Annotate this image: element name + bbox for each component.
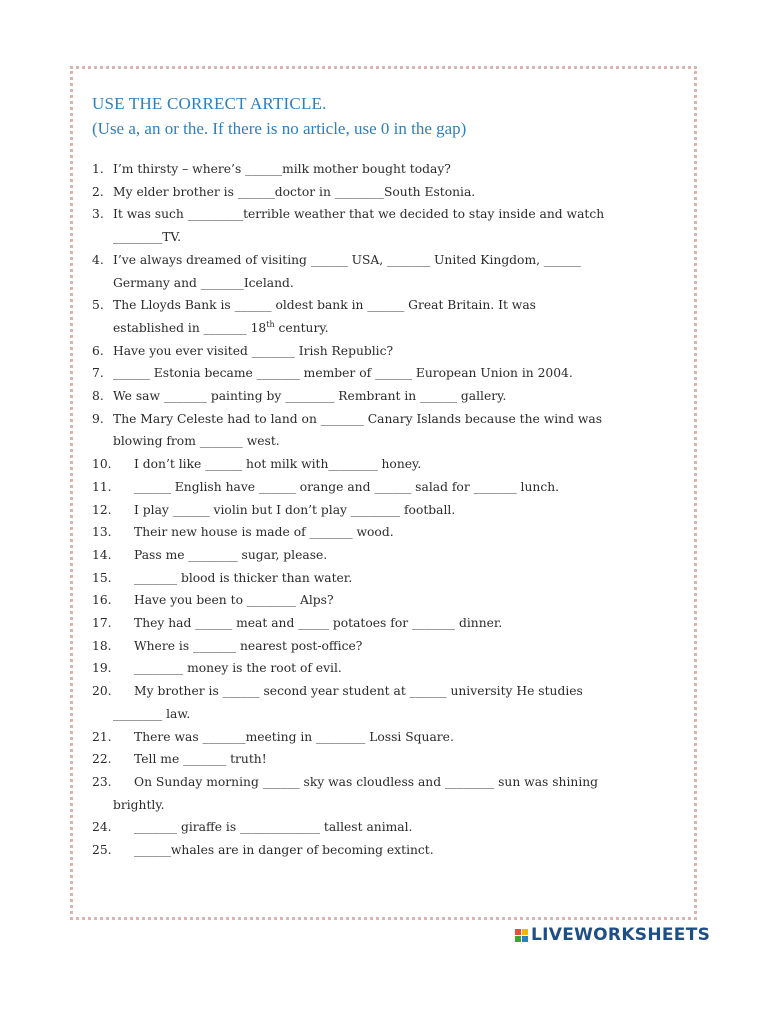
- question-8: [92, 385, 668, 408]
- question-number: 23.: [92, 774, 112, 789]
- question-number: 20.: [92, 684, 112, 699]
- question-text: ______ English have ______ orange and ______ salad for _______ lunch.: [134, 479, 560, 494]
- question-text: Have you been to ________ Alps?: [134, 593, 334, 608]
- question-14: [92, 544, 668, 567]
- question-text: I play ______ violin but I don’t play ________ football.: [134, 502, 456, 517]
- liveworksheets-logo-text: LIVEWORKSHEETS: [531, 925, 711, 945]
- question-text-line1: The Lloyds Bank is ______ oldest bank in ______ Great Britain. It was: [113, 298, 536, 313]
- liveworksheets-logo[interactable]: [515, 925, 710, 945]
- question-number: 15.: [92, 570, 112, 585]
- question-number: 9.: [92, 411, 104, 426]
- question-18: [92, 635, 668, 658]
- question-number: 2.: [92, 184, 104, 199]
- question-number: 21.: [92, 729, 112, 744]
- question-number: 14.: [92, 547, 112, 562]
- question-22: [92, 748, 668, 771]
- question-text-line2: ________TV.: [113, 230, 182, 245]
- question-text: Tell me _______ truth!: [134, 752, 267, 767]
- question-text: We saw _______ painting by ________ Rembrant in ______ gallery.: [113, 389, 507, 404]
- question-text: They had ______ meat and _____ potatoes for _______ dinner.: [134, 616, 503, 631]
- question-number: 12.: [92, 502, 112, 517]
- question-number: 6.: [92, 343, 104, 358]
- question-text-line1: My brother is ______ second year student at ______ university He studies: [134, 684, 583, 699]
- question-number: 25.: [92, 843, 112, 858]
- question-6: [92, 340, 668, 363]
- question-text-line2: brightly.: [113, 797, 165, 812]
- question-25: [92, 839, 668, 862]
- question-number: 24.: [92, 820, 112, 835]
- question-text-line1: I’ve always dreamed of visiting ______ USA, _______ United Kingdom, ______: [113, 252, 581, 267]
- question-15: [92, 567, 668, 590]
- question-number: 1.: [92, 162, 104, 176]
- question-text-line1: On Sunday morning ______ sky was cloudless and ________ sun was shining: [134, 774, 599, 789]
- question-number: 13.: [92, 525, 112, 540]
- question-13: [92, 521, 668, 544]
- question-10: [92, 453, 668, 476]
- question-number: 18.: [92, 638, 112, 653]
- ordinal-suffix: th: [266, 319, 275, 329]
- question-number: 4.: [92, 252, 104, 267]
- liveworksheets-logo-icon: [515, 929, 528, 942]
- question-20: [92, 680, 668, 725]
- worksheet-instructions: (Use a, an or the. If there is no article, use 0 in the gap): [92, 119, 467, 138]
- question-text-line2: ________ law.: [113, 706, 191, 721]
- question-21: [92, 726, 668, 749]
- question-11: [92, 476, 668, 499]
- question-number: 11.: [92, 479, 112, 494]
- question-text-line2: [113, 317, 668, 340]
- question-number: 8.: [92, 389, 104, 404]
- question-3: [92, 203, 668, 248]
- question-text: I’m thirsty – where’s ______milk mother bought today?: [113, 162, 451, 176]
- question-2: [92, 181, 668, 204]
- question-4: [92, 249, 668, 294]
- worksheet-title: USE THE CORRECT ARTICLE.: [92, 94, 327, 113]
- question-text-line1: It was such _________terrible weather that we decided to stay inside and watch: [113, 207, 605, 222]
- question-list: [92, 158, 668, 862]
- question-19: [92, 657, 668, 680]
- question-number: 5.: [92, 298, 104, 313]
- question-text: ________ money is the root of evil.: [134, 661, 342, 676]
- question-17: [92, 612, 668, 635]
- question-23: [92, 771, 668, 816]
- question-text-line2: blowing from _______ west.: [113, 434, 280, 449]
- question-24: [92, 816, 668, 839]
- question-9: [92, 408, 668, 453]
- question-text-part: century.: [274, 320, 329, 335]
- question-text: Have you ever visited _______ Irish Republic?: [113, 343, 394, 358]
- question-text: There was _______meeting in ________ Lossi Square.: [134, 729, 454, 744]
- question-text: Their new house is made of _______ wood.: [134, 525, 394, 540]
- question-number: 19.: [92, 661, 112, 676]
- question-text-line2: Germany and _______Iceland.: [113, 275, 294, 290]
- question-text: I don’t like ______ hot milk with________ honey.: [134, 457, 422, 472]
- question-text-line1: The Mary Celeste had to land on _______ Canary Islands because the wind was: [113, 411, 603, 426]
- question-text-part: established in _______ 18: [113, 320, 267, 335]
- question-text: Where is _______ nearest post-office?: [134, 638, 363, 653]
- question-5: [92, 294, 668, 339]
- question-7: [92, 362, 668, 385]
- question-number: 7.: [92, 366, 104, 381]
- question-text: ______ Estonia became _______ member of ______ European Union in 2004.: [113, 366, 573, 381]
- question-12: [92, 499, 668, 522]
- question-number: 3.: [92, 207, 104, 222]
- question-text: My elder brother is ______doctor in ________South Estonia.: [113, 184, 476, 199]
- question-number: 10.: [92, 457, 112, 472]
- question-text: Pass me ________ sugar, please.: [134, 547, 328, 562]
- question-1: [92, 158, 668, 181]
- question-number: 16.: [92, 593, 112, 608]
- question-text: _______ giraffe is _____________ tallest animal.: [134, 820, 413, 835]
- question-number: 22.: [92, 752, 112, 767]
- question-text: ______whales are in danger of becoming extinct.: [134, 843, 434, 858]
- question-text: _______ blood is thicker than water.: [134, 570, 353, 585]
- question-16: [92, 589, 668, 612]
- question-number: 17.: [92, 616, 112, 631]
